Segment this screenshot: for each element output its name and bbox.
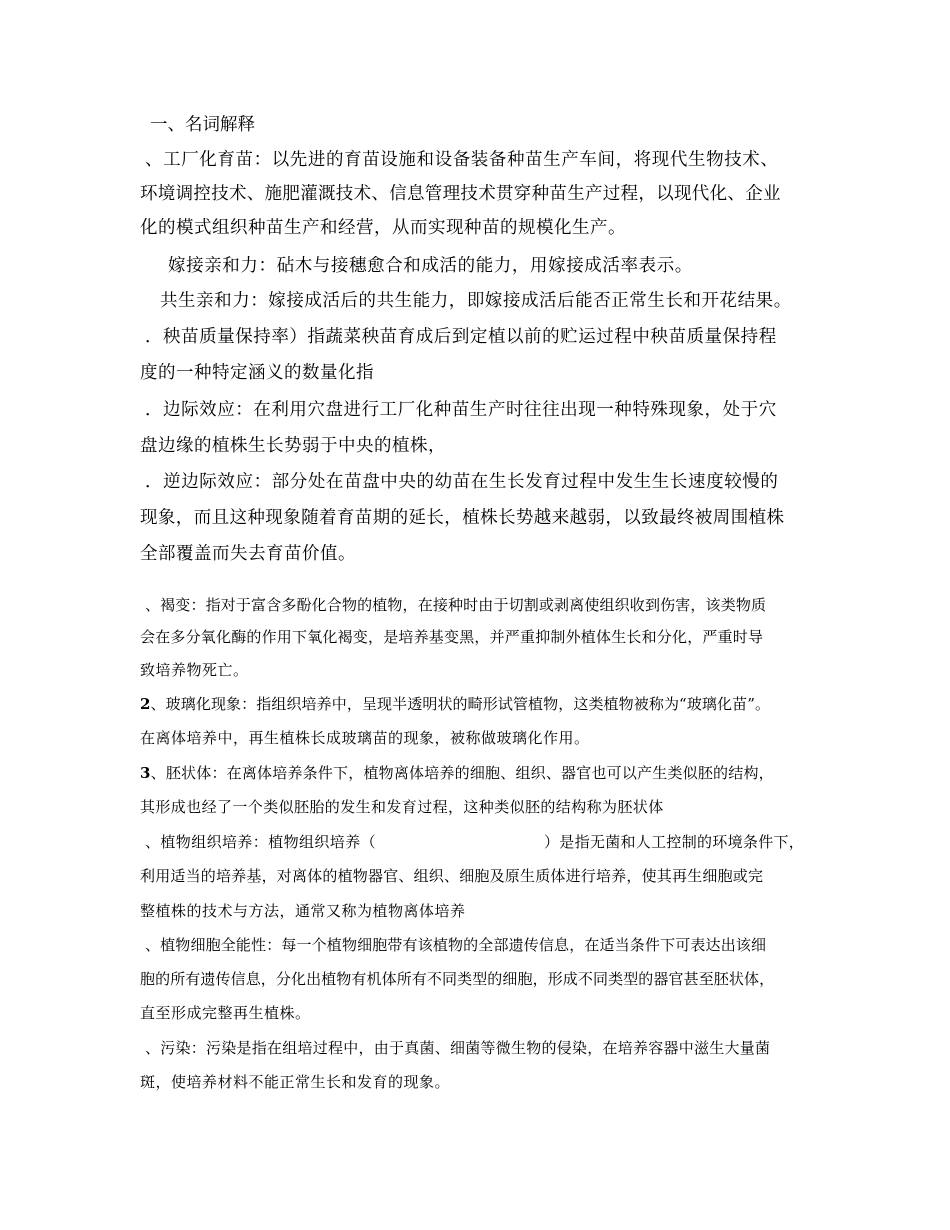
text-line: 现象，而且这种现象随着育苗期的延长，植株长势越来越弱，以致最终被周围植株 [140,508,785,528]
text-line: 度的一种特定涵义的数量化指 [140,363,374,383]
term-reverse-edge-effect: ．逆边际效应：部分处在苗盘中央的幼苗在生长发育过程中发生生长速度较慢的 [145,472,779,492]
text-line: 致培养物死亡。 [140,661,249,679]
term-embryoid [140,766,774,781]
text-line: 在离体培养中，再生植株长成玻璃苗的现象，被称做玻璃化作用。 [140,729,590,747]
term-seedling-quality-retention: ．秧苗质量保持率）指蔬菜秧苗育成后到定植以前的贮运过程中秧苗质量保持程 [145,327,777,347]
term-vitrification [140,697,770,712]
text-line: 化的模式组织种苗生产和经营，从而实现种苗的规模化生产。 [140,218,626,238]
term-edge-effect: ．边际效应：在利用穴盘进行工厂化种苗生产时往往出现一种特殊现象，处于穴 [145,400,777,420]
text-line: 利用适当的培养基，对离体的植物器官、组织、细胞及原生质体进行培养，使其再生细胞或完 [140,867,764,885]
text-line: 环境调控技术、施肥灌溉技术、信息管理技术贯穿种苗生产过程，以现代化、企业 [140,184,781,204]
term-vitrification-text: 、玻璃化现象：指组织培养中，呈现半透明状的畸形试管植物，这类植物被称为“玻璃化苗”。 [150,695,771,713]
term-symbiotic-compatibility: 共生亲和力：嫁接成活后的共生能力，即嫁接成活后能否正常生长和开花结果。 [160,291,792,311]
text-line: 盘边缘的植株生长势弱于中央的植株， [140,436,446,456]
term-factory-seedling: 、工厂化育苗：以先进的育苗设施和设备装备种苗生产车间，将现代生物技术、 [145,150,779,170]
section-heading: 一、名词解释 [150,115,255,135]
text-line: 斑，使培养材料不能正常生长和发育的现象。 [140,1073,451,1091]
term-tissue-culture: 、植物组织培养：植物组织培养（ [145,833,377,851]
term-embryoid-text: 、胚状体：在离体培养条件下，植物离体培养的细胞、组织、器官也可以产生类似胚的结构， [150,764,774,782]
text-line: 整植株的技术与方法，通常又称为植物离体培养 [140,902,466,920]
text-line: 会在多分氧化酶的作用下氧化褐变，是培养基变黑，并严重抑制外植体生长和分化，严重时导 [140,628,764,646]
text-line: 其形成也经了一个类似胚胎的发生和发育过程，这种类似胚的结构称为胚状体 [140,798,664,816]
item-number: 3 [140,764,151,782]
text-line: 直至形成完整再生植株。 [140,1004,311,1022]
item-number: 2 [140,695,151,713]
term-graft-compatibility: 嫁接亲和力：砧木与接穗愈合和成活的能力，用嫁接成活率表示。 [168,256,693,276]
text-line: 胞的所有遗传信息，分化出植物有机体所有不同类型的细胞，形成不同类型的器官甚至胚状体， [140,970,775,988]
term-browning: 、褐变：指对于富含多酚化合物的植物，在接种时由于切割或剥离使组织收到伤害，该类物质 [145,596,767,614]
term-totipotency: 、植物细胞全能性：每一个植物细胞带有该植物的全部遗传信息，在适当条件下可表达出该细 [145,936,767,954]
term-contamination: 、污染：污染是指在组培过程中，由于真菌、细菌等微生物的侵染，在培养容器中滋生大量菌 [145,1039,771,1057]
text-line: ）是指无菌和人工控制的环境条件下， [544,833,805,851]
text-line: 全部覆盖而失去育苗价值。 [140,544,356,564]
